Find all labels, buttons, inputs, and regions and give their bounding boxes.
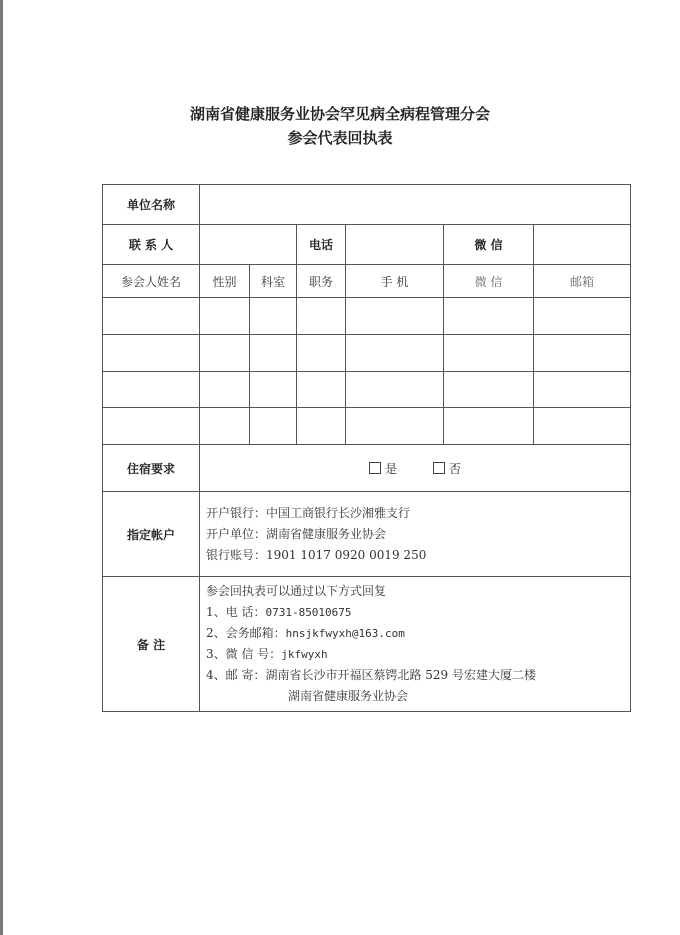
checkbox-icon[interactable] bbox=[433, 462, 445, 474]
lodging-label: 住宿要求 bbox=[103, 445, 200, 492]
phone-label: 电话 bbox=[297, 225, 346, 265]
attendee-cell[interactable] bbox=[534, 298, 631, 335]
attendee-cell[interactable] bbox=[200, 335, 250, 372]
attendee-cell[interactable] bbox=[346, 408, 444, 445]
attendee-cell[interactable] bbox=[103, 298, 200, 335]
lodging-yes-label: 是 bbox=[385, 461, 398, 476]
contact-value-cell[interactable] bbox=[200, 225, 297, 265]
lodging-options bbox=[200, 445, 631, 492]
remarks-phone-line bbox=[206, 602, 630, 623]
wechat-label: 微 信 bbox=[444, 225, 534, 265]
lodging-no-option[interactable] bbox=[433, 460, 461, 477]
remarks-details bbox=[200, 577, 631, 712]
attendee-row bbox=[103, 335, 631, 372]
account-number: 1901 1017 0920 0019 250 bbox=[266, 547, 427, 562]
remarks-wechat-line bbox=[206, 644, 630, 665]
attendee-cell[interactable] bbox=[297, 298, 346, 335]
unit-row bbox=[103, 185, 631, 225]
col-header-name: 参会人姓名 bbox=[103, 265, 200, 298]
col-header-email: 邮箱 bbox=[534, 265, 631, 298]
attendee-cell[interactable] bbox=[534, 408, 631, 445]
title-line-1: 湖南省健康服务业协会罕见病全病程管理分会 bbox=[189, 105, 490, 123]
attendee-cell[interactable] bbox=[534, 372, 631, 408]
col-header-department: 科室 bbox=[250, 265, 297, 298]
attendee-cell[interactable] bbox=[297, 335, 346, 372]
unit-label: 单位名称 bbox=[103, 185, 200, 225]
contact-label: 联 系 人 bbox=[103, 225, 200, 265]
attendee-cell[interactable] bbox=[103, 408, 200, 445]
remarks-mail-recipient: 湖南省健康服务业协会 bbox=[288, 689, 409, 703]
remarks-phone: 0731-85010675 bbox=[265, 606, 352, 619]
account-row bbox=[103, 492, 631, 577]
attendee-cell[interactable] bbox=[250, 372, 297, 408]
lodging-yes-option[interactable] bbox=[369, 460, 397, 477]
wechat-value-cell[interactable] bbox=[534, 225, 631, 265]
account-number-label: 银行账号： bbox=[206, 547, 267, 562]
attendee-cell[interactable] bbox=[444, 335, 534, 372]
remarks-wechat-label: 3、微 信 号： bbox=[206, 647, 282, 661]
col-header-wechat: 微 信 bbox=[444, 265, 534, 298]
title-line-2: 参会代表回执表 bbox=[287, 129, 393, 147]
account-number-line bbox=[206, 545, 630, 566]
attendee-row bbox=[103, 298, 631, 335]
col-header-gender: 性别 bbox=[200, 265, 250, 298]
phone-value-cell[interactable] bbox=[346, 225, 444, 265]
attendee-cell[interactable] bbox=[444, 408, 534, 445]
attendee-cell[interactable] bbox=[200, 298, 250, 335]
unit-value-cell[interactable] bbox=[200, 185, 631, 225]
attendee-cell[interactable] bbox=[250, 408, 297, 445]
col-header-position: 职务 bbox=[297, 265, 346, 298]
attendee-cell[interactable] bbox=[534, 335, 631, 372]
remarks-wechat: jkfwyxh bbox=[281, 648, 328, 661]
account-bank: 开户银行：中国工商银行长沙湘雅支行 bbox=[206, 505, 411, 520]
lodging-row bbox=[103, 445, 631, 492]
attendee-cell[interactable] bbox=[444, 372, 534, 408]
attendee-cell[interactable] bbox=[297, 408, 346, 445]
attendee-cell[interactable] bbox=[346, 298, 444, 335]
attendee-cell[interactable] bbox=[346, 335, 444, 372]
attendee-cell[interactable] bbox=[103, 372, 200, 408]
remarks-mail-label: 4、邮 寄： bbox=[206, 668, 266, 682]
remarks-phone-label: 1、电 话： bbox=[206, 605, 266, 619]
remarks-label: 备 注 bbox=[103, 577, 200, 712]
attendee-row bbox=[103, 372, 631, 408]
remarks-mail-line bbox=[206, 665, 630, 686]
account-unit: 开户单位：湖南省健康服务业协会 bbox=[206, 526, 387, 541]
remarks-intro: 参会回执表可以通过以下方式回复 bbox=[206, 584, 387, 598]
checkbox-icon[interactable] bbox=[369, 462, 381, 474]
document-title bbox=[0, 102, 680, 150]
registration-form bbox=[102, 184, 631, 712]
attendee-row bbox=[103, 408, 631, 445]
remarks-row bbox=[103, 577, 631, 712]
attendee-cell[interactable] bbox=[250, 335, 297, 372]
account-label: 指定帐户 bbox=[103, 492, 200, 577]
attendee-cell[interactable] bbox=[200, 372, 250, 408]
col-header-mobile: 手 机 bbox=[346, 265, 444, 298]
remarks-email-line bbox=[206, 623, 630, 644]
attendee-cell[interactable] bbox=[103, 335, 200, 372]
remarks-email: hnsjkfwyxh@163.com bbox=[285, 627, 405, 640]
remarks-mail-address: 湖南省长沙市开福区蔡锷北路 529 号宏建大厦二楼 bbox=[265, 668, 536, 682]
attendee-header-row bbox=[103, 265, 631, 298]
attendee-cell[interactable] bbox=[200, 408, 250, 445]
remarks-email-label: 2、会务邮箱： bbox=[206, 626, 286, 640]
account-details bbox=[200, 492, 631, 577]
contact-row bbox=[103, 225, 631, 265]
attendee-cell[interactable] bbox=[444, 298, 534, 335]
attendee-cell[interactable] bbox=[297, 372, 346, 408]
attendee-cell[interactable] bbox=[250, 298, 297, 335]
lodging-no-label: 否 bbox=[448, 461, 461, 476]
attendee-cell[interactable] bbox=[346, 372, 444, 408]
